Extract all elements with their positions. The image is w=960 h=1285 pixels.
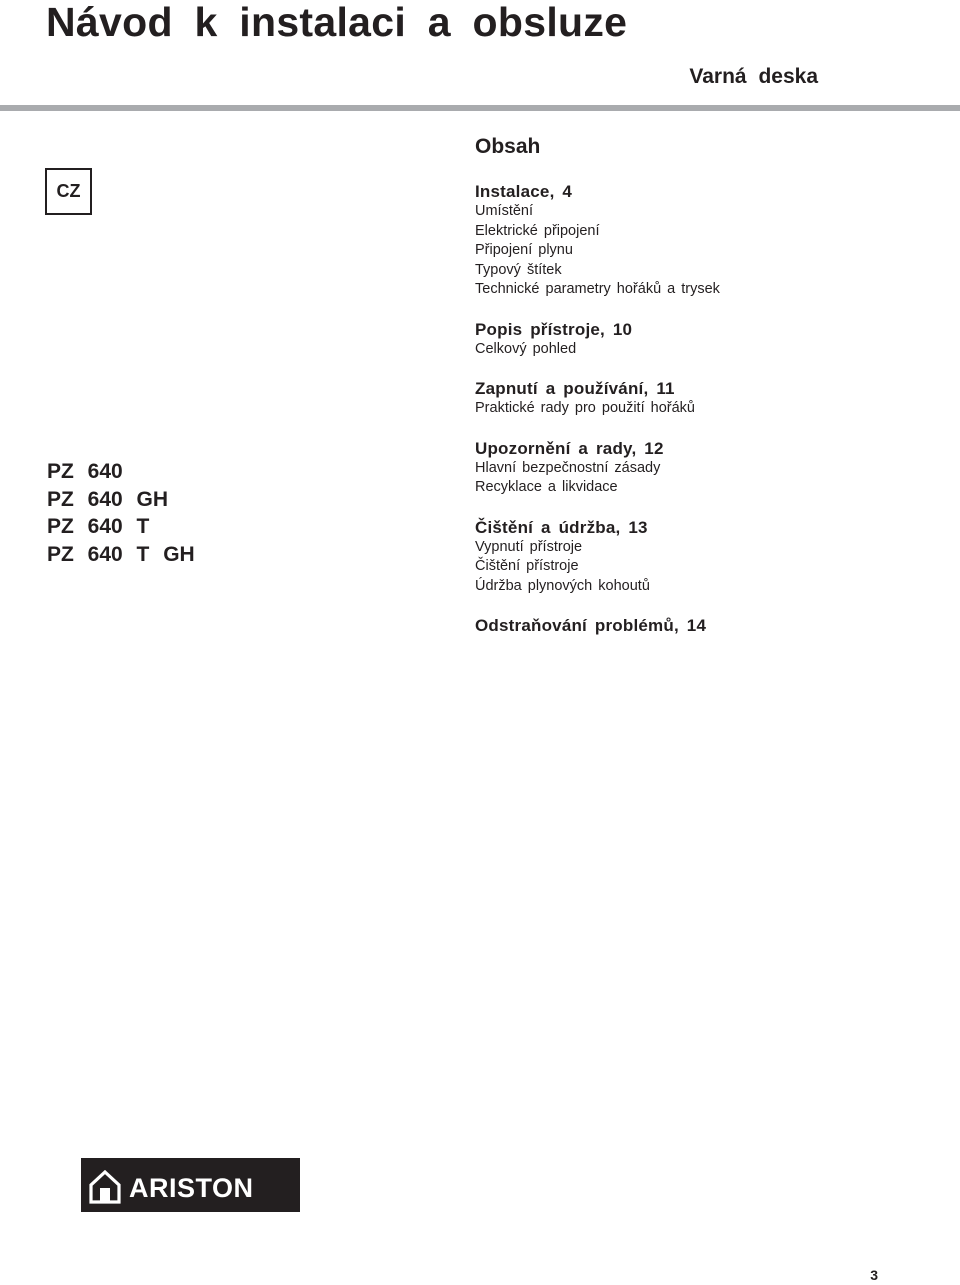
toc-section-title: Popis přístroje, 10 [475, 319, 633, 339]
toc-section-title: Čištění a údržba, 13 [475, 517, 648, 537]
toc-section-installation [475, 181, 945, 300]
toc-item: Celkový pohled [475, 340, 577, 357]
toc-item: Hlavní bezpečnostní zásady [475, 459, 661, 476]
brand-name: ARISTON [129, 1173, 254, 1203]
language-badge [45, 168, 92, 215]
toc-item: Typový štítek [475, 261, 562, 278]
toc-item: Technické parametry hořáků a trysek [475, 281, 720, 297]
toc-item: Recyklace a likvidace [475, 479, 618, 495]
toc-item: Čištění přístroje [475, 558, 579, 574]
toc-section-items [475, 202, 945, 300]
model-list [47, 458, 195, 568]
toc-item: Umístění [475, 203, 534, 219]
toc-section-title: Odstraňování problémů, 14 [475, 616, 707, 635]
toc-section-items [475, 399, 945, 419]
toc-section-description [475, 319, 945, 360]
toc-item: Vypnutí přístroje [475, 538, 583, 555]
toc-section-operation [475, 378, 945, 419]
model-item: PZ 640 T [47, 515, 150, 538]
toc-section-items [475, 459, 945, 498]
ariston-logo [81, 1158, 300, 1212]
toc-section-title: Instalace, 4 [475, 182, 573, 201]
toc-section-title: Upozornění a rady, 12 [475, 438, 664, 458]
toc-section-maintenance [475, 517, 945, 597]
model-item: PZ 640 GH [47, 487, 169, 511]
header-divider [0, 105, 960, 111]
language-code: CZ [56, 181, 81, 201]
toc-section-troubleshooting [475, 615, 945, 636]
toc-section-items [475, 538, 945, 597]
toc-item: Připojení plynu [475, 242, 573, 258]
document-subtitle: Varná deska [689, 65, 818, 88]
toc-section-items [475, 340, 945, 360]
model-item: PZ 640 T GH [47, 542, 195, 566]
house-icon [89, 1170, 121, 1204]
page-number: 3 [870, 1267, 878, 1283]
toc-heading: Obsah [475, 135, 541, 158]
toc-section-title: Zapnutí a používání, 11 [475, 379, 675, 398]
document-title: Návod k instalaci a obsluze [46, 0, 628, 45]
table-of-contents [475, 132, 945, 655]
toc-item: Elektrické připojení [475, 222, 600, 239]
toc-item: Údržba plynových kohoutů [475, 577, 650, 594]
toc-item: Praktické rady pro použití hořáků [475, 400, 695, 416]
toc-section-warnings [475, 438, 945, 498]
model-item: PZ 640 [47, 460, 123, 483]
